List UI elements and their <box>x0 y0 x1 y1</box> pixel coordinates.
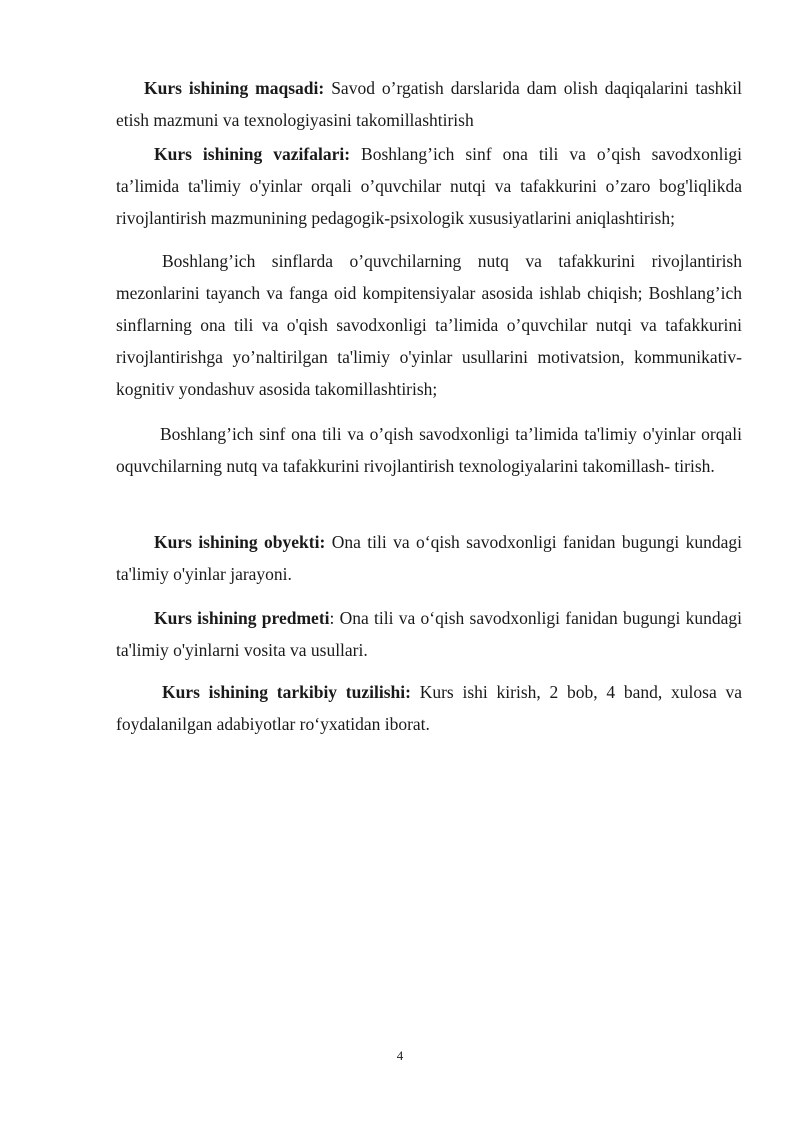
page-number: 4 <box>396 1048 404 1063</box>
paragraph-label: Kurs ishining tarkibiy tuzilishi: <box>162 682 411 702</box>
paragraph-label: Kurs ishining maqsadi: <box>144 78 325 98</box>
paragraph-texnologiyalar <box>116 418 742 482</box>
paragraph-label: Kurs ishining predmeti <box>154 608 330 628</box>
paragraph-text: Ona tili va o‘qish savodxonligi fanidan bugungi kundagi ta'limiy o'yinlar jarayoni. <box>116 532 742 584</box>
paragraph-text: Boshlang’ich sinf ona tili va o’qish savodxonligi ta’limida ta'limiy o'yinlar orqali oquvchilarning nutq va tafakkurini rivojlantirish texnologiyalarini takomillash- tirish. <box>116 424 742 476</box>
paragraph-vazifalari <box>116 138 742 234</box>
paragraph-text: Boshlang’ich sinflarda o’quvchilarning nutq va tafakkurini rivojlantirish mezonlarini tayanch va fanga oid kompitensiyalar asosida ishlab chiqish; Boshlang’ich sinflarning ona tili va o'qish savodxonligi ta’limida o’quvchilar nutqi va tafakkurini rivojlantirishga yo’naltirilgan ta'limiy o'yinlar usullarini motivatsion, kommunikativ-kognitiv yondashuv asosida takomillashtirish; <box>116 251 742 399</box>
paragraph-tuzilishi <box>116 676 742 740</box>
paragraph-maqsadi <box>116 72 742 136</box>
paragraph-text: Kurs ishi kirish, 2 bob, 4 band, xulosa va foydalanilgan adabiyotlar ro‘yxatidan iborat. <box>116 682 742 734</box>
paragraph-obyekti <box>116 526 742 590</box>
paragraph-text: Savod o’rgatish darslarida dam olish daqiqalarini tashkil etish mazmuni va texnologiyasini takomillashtirish <box>116 78 742 130</box>
paragraph-predmeti <box>116 602 742 666</box>
paragraph-label: Kurs ishining vazifalari: <box>154 144 351 164</box>
paragraph-text: Boshlang’ich sinf ona tili va o’qish savodxonligi ta’limida ta'limiy o'yinlar orqali o’quvchilar nutqi va tafakkurini o’zaro bog'liqlikda rivojlantirish mazmunining pedagogik-psixologik xususiyatlarini aniqlashtirish; <box>116 144 743 228</box>
paragraph-text: : Ona tili va o‘qish savodxonligi fanidan bugungi kundagi ta'limiy o'yinlarni vosita va usullari. <box>116 608 742 660</box>
paragraph-label: Kurs ishining obyekti: <box>154 532 326 552</box>
paragraph-mezonlar <box>116 245 742 405</box>
